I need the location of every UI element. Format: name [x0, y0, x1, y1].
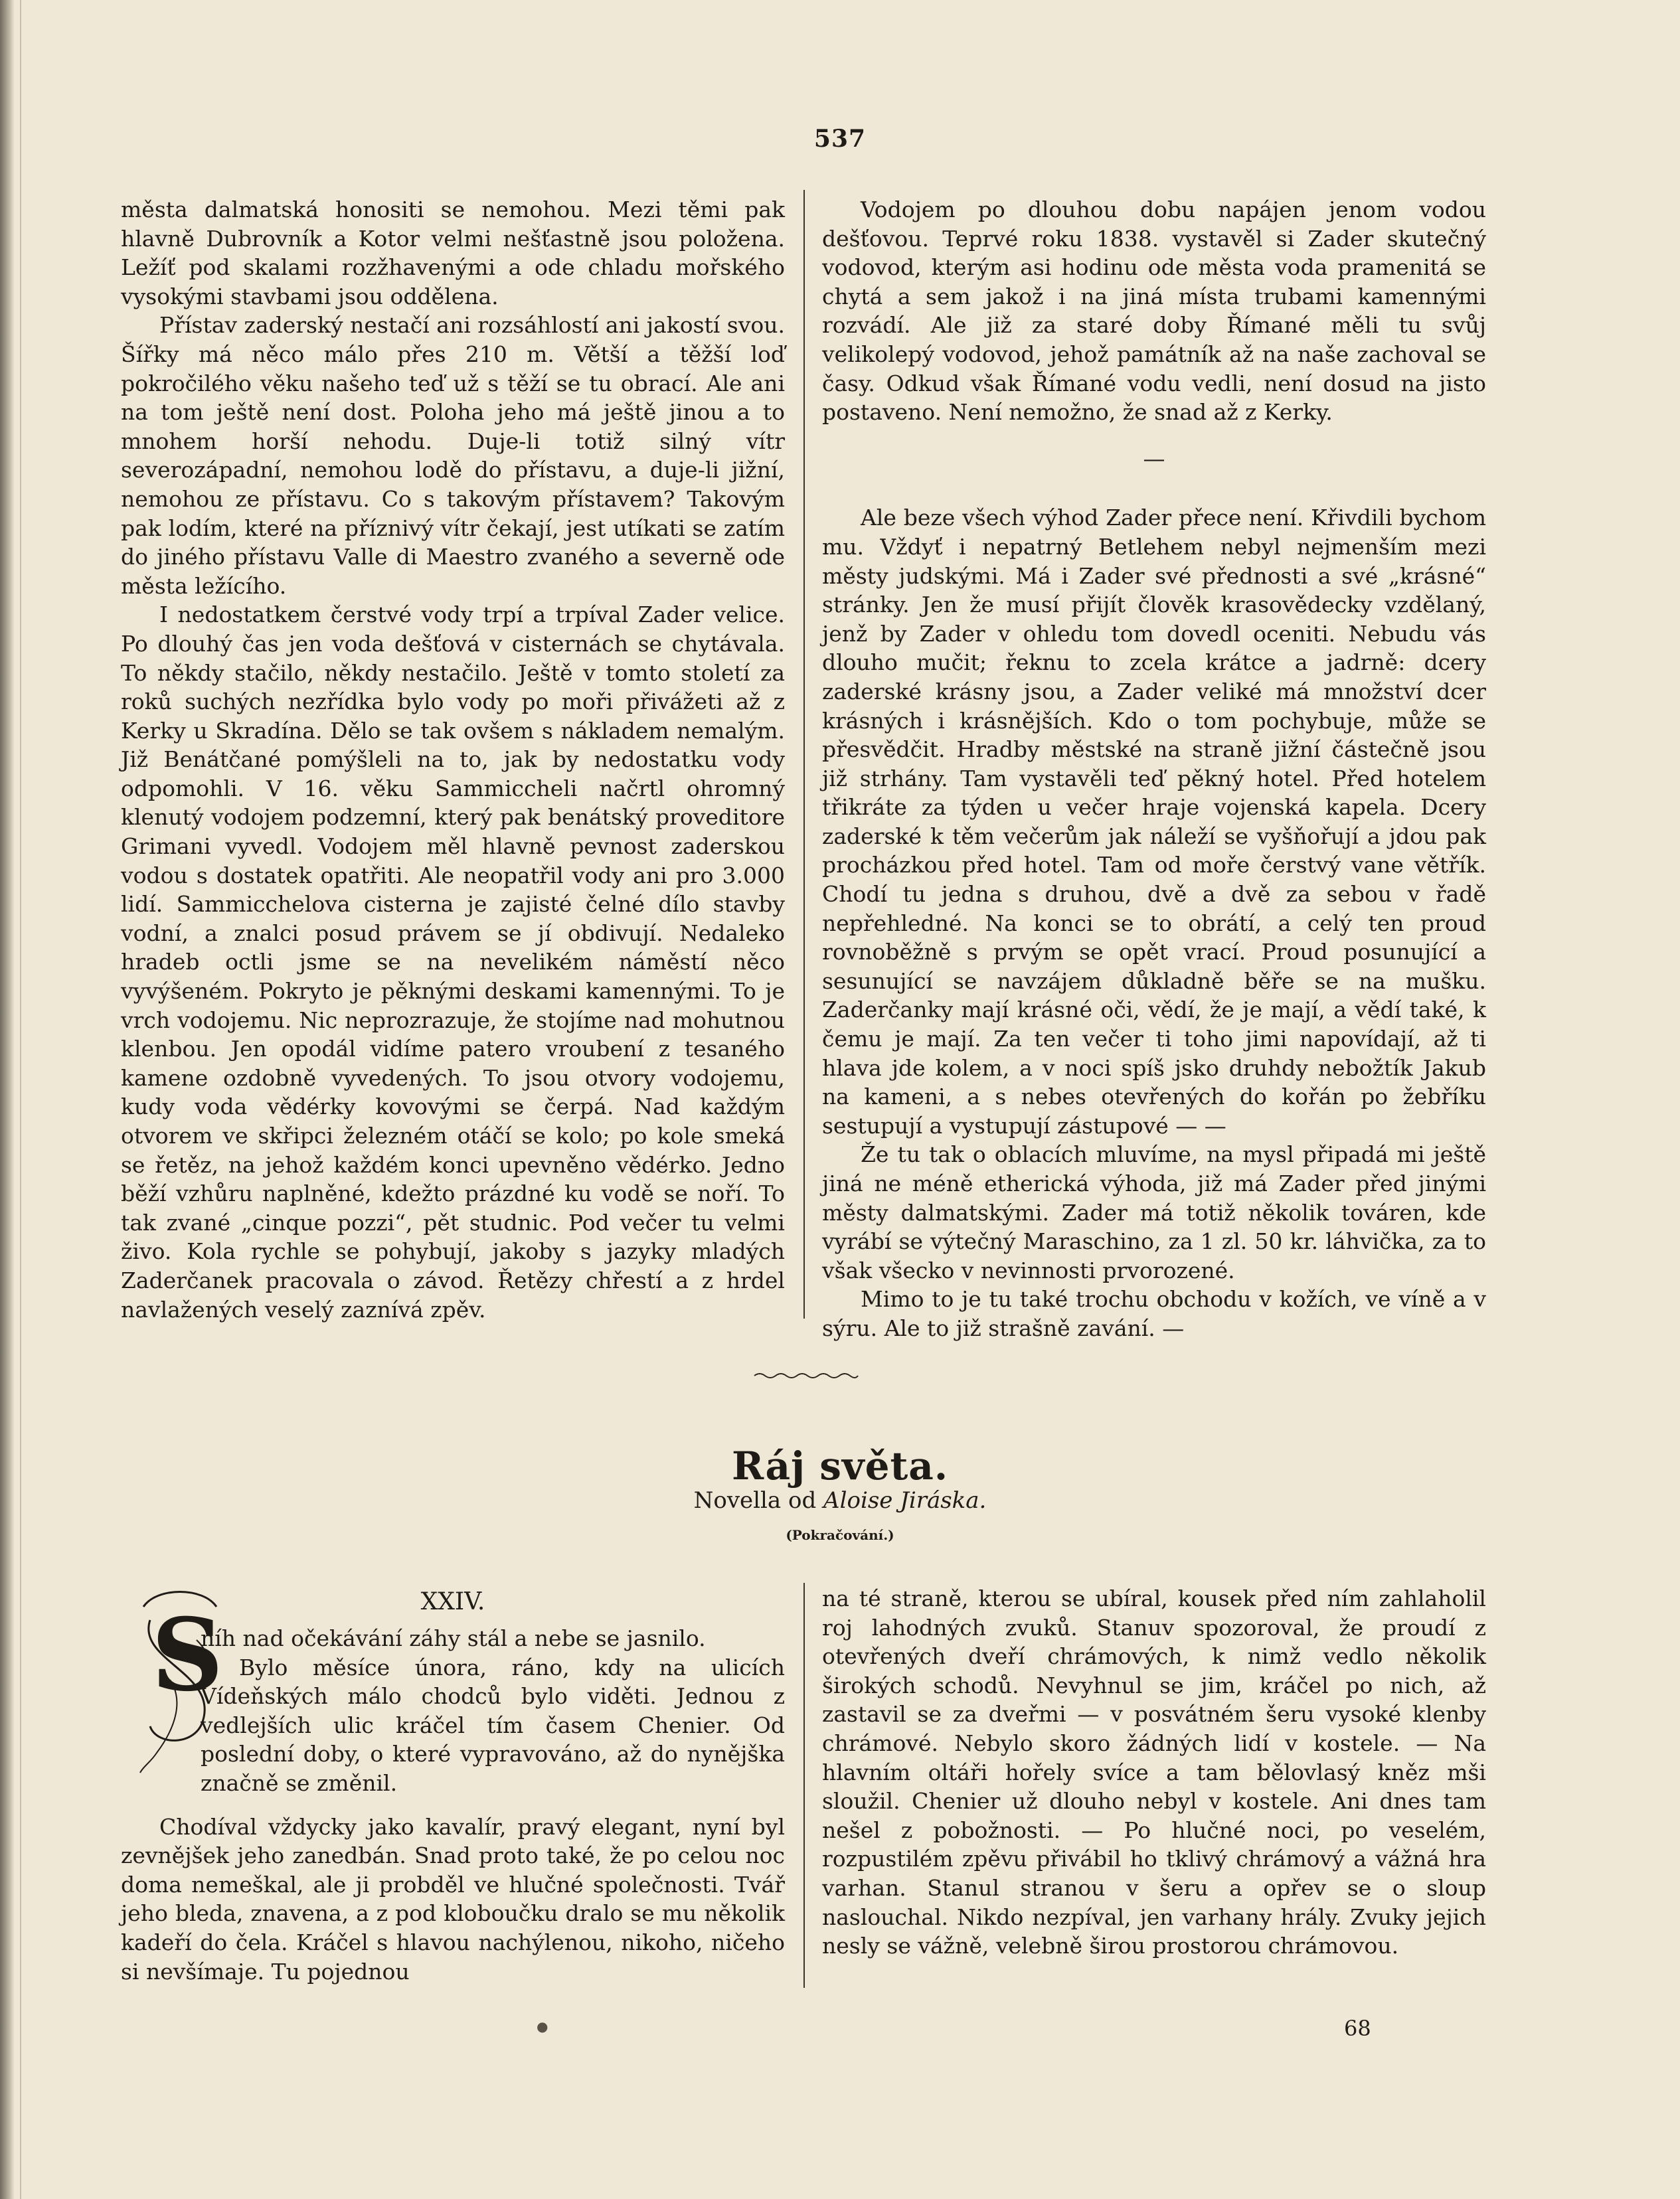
top-right-column: [822, 195, 1486, 1343]
paragraph: I nedostatkem čerstvé vody trpí a trpíval Zader velice. Po dlouhý čas jen voda dešťová v cisternách se chytávala. To někdy stačilo, někdy nestačilo. Ještě v tomto století za roků suchých nezřídka bylo vody po moři přivážeti až z Kerky u Skradína. Dělo se tak ovšem s nákladem nemalým. Již Benátčané pomýšleli na to, jak by nedostatku vody odpomohli. V 16. věku Sammiccheli načrtl ohromný klenutý vodojem podzemní, který pak benátský proveditore Grimani vyvedl. Vodojem měl hlavně pevnost zaderskou vodou s dostatek opatřiti. Ale neopatřil vody ani pro 3.000 lidí. Sammicchelova cisterna je zajisté čelné dílo stavby vodní, a znalci posud právem se jí obdivují. Nedaleko hradeb octli jsme se na nevelikém náměstí něco vyvýšeném. Pokryto je pěknými deskami kamennými. To je vrch vodojemu. Nic neprozrazuje, že stojíme nad mohutnou klenbou. Jen opodál vidíme patero vroubení z tesaného kamene ozdobně vyvedených. To jsou otvory vodojemu, kudy voda vědérky kovovými se čerpá. Nad každým otvorem ve skřipci železném otáčí se kolo; po kole smeká se řetěz, na jehož každém konci upevněno vědérko. Jedno běží vzhůru naplněné, kdežto prázdné ku vodě se noří. To tak zvané „cinque pozzi“, pět studnic. Pod večer tu velmi živo. Kola rychle se pohybují, jakoby s jazyky mladých Zaderčanek pracovala o závod. Řetězy chřestí a z hrdel navlažených veselý zaznívá zpěv.: [121, 602, 785, 1323]
paragraph: Vodojem po dlouhou dobu napájen jenom vodou dešťovou. Teprvé roku 1838. vystavěl si Zader skutečný vodovod, kterým asi hodinu ode města voda pramenitá se chytá a sem jakož i na jiná místa trubami kamennými rozvádí. Ale již za staré doby Římané měli tu svůj velikolepý vodovod, jehož památník až na naše zachoval se časy. Odkud však Římané vodu vedli, není dosud na jisto postaveno. Není nemožno, že snad až z Kerky.: [822, 197, 1486, 426]
sheet-number: 68: [1344, 2016, 1371, 2041]
chapter-heading: XXIV.: [420, 1588, 485, 1615]
paragraph: na té straně, kterou se ubíral, kousek před ním zahlaholil roj lahodných zvuků. Stanuv spozoroval, že proudí z otevřených dveří chrámových, k nimž vedlo několik širokých schodů. Nevyhnul se jim, kráčel po nich, až zastavil se za dveřmi — v posvátném šeru vysoké klenby chrámové. Nebylo skoro žádných lidí v kostele. — Na hlavním oltáři hořely svíce a tam bělovlasý kněz mši sloužil. Chenier už dlouho nebyl v kostele. Ani dnes tam nešel z pobožnosti. — Po hlučné noci, po veselém, rozpustilém zpěvu přivábil ho tklivý chrámový a vážná hra varhan. Stanul stranou v šeru a opřev se o sloup naslouchal. Nikdo nezpíval, jen varhany hrály. Zvuky jejich nesly se vážně, velebně širou prostorou chrámovou.: [822, 1586, 1486, 1959]
paragraph: Mimo to je tu také trochu obchodu v kožích, ve víně a v sýru. Ale to již strašně zavání. —: [822, 1286, 1486, 1341]
story-right-column: [822, 1584, 1486, 1961]
paragraph: města dalmatská honositi se nemohou. Mezi těmi pak hlavně Dubrovník a Kotor velmi nešťastně jsou položena. Ležíť pod skalami rozžhavenými a ode chladu mořského vysokými stavbami jsou oddělena.: [121, 197, 785, 309]
section-separator: —: [1143, 445, 1165, 471]
spine-line: [20, 0, 21, 2199]
paragraph: Že tu tak o oblacích mluvíme, na mysl připadá mi ještě jiná ne méně etherická výhoda, již má Zader před jinými městy dalmatskými. Zader má totiž několik továren, kde vyrábí se výtečný Maraschino, za 1 zl. 50 kr. láhvička, za to však všecko v nevinnosti prvorozené.: [822, 1141, 1486, 1283]
top-left-column: [121, 195, 785, 1324]
page-number: 537: [813, 125, 867, 153]
subtitle-prefix: Novella od: [693, 1487, 817, 1514]
story-subtitle: [0, 1487, 1680, 1514]
paragraph: Bylo měsíce února, ráno, kdy na ulicích Vídeňských málo chodců bylo viděti. Jednou z vedlejších ulic kráčel tím časem Chenier. Od poslední doby, o které vypravováno, až do nynějška značně se změnil.: [201, 1654, 785, 1796]
paragraph: Ale beze všech výhod Zader přece není. Křivdili bychom mu. Vždyť i nepatrný Betlehem nebyl nejmenším mezi městy judskými. Má i Zader své přednosti a své „krásné“ stránky. Jen že musí přijít člověk krasovědecky vzdělaný, jenž by Zader v ohledu tom dovedl oceniti. Nebudu vás dlouho mučit; řeknu to zcela krátce a jadrně: dcery zaderské krásny jsou, a Zader veliké má množství dcer krásných i krásnějších. Kdo o tom pochybuje, může se přesvědčit. Hradby městské na straně jižní částečně jsou již strhány. Tam vystavěli teď pěkný hotel. Před hotelem třikráte za týden u večer hraje vojenská kapela. Dcery zaderské k těm večerům jak náleží se vyšňořují a jdou pak procházkou před hotel. Tam od moře čerstvý vane větřík. Chodí tu jedna s druhou, dvě a dvě za sebou v řadě nepřehledné. Na konci se to obrátí, a celý ten proud rovnoběžně s prvým se opět vrací. Proud posunující a sesunující se navzájem důkladně běře se na mušku. Zaderčanky mají krásné oči, vědí, že je mají, a vědí také, k čemu je mají. Za ten večer ti toho jimi napovídají, až ti hlava jde kolem, a v noci spíš jsko druhdy nebožtík Jakub na kameni, a s nebes otevřených do kořán po žebříku sestupují a vystupují zástupové — —: [822, 505, 1486, 1139]
story-title: Ráj světa.: [731, 1443, 949, 1489]
print-mark: ●: [537, 2018, 548, 2034]
paragraph: Přístav zaderský nestačí ani rozsáhlostí ani jakostí svou. Šířky má něco málo přes 210 m. Větší a těžší loď pokročilého věku našeho teď už s těží se tu obrací. Ale ani na tom ještě není dost. Poloha jeho má ještě jinou a to mnohem horší nehodu. Duje-li totiž silný vítr severozápadní, nemohou lodě do přístavu, a duje-li jižní, nemohou ze přístavu. Co s takovým přístavem? Takovým pak lodím, které na příznivý vítr čekají, jest utíkati se zatím do jiného přístavu Valle di Maestro zvaného a severně ode města ležícího.: [121, 312, 785, 599]
initial-letter: S: [151, 1597, 224, 1714]
column-divider: [803, 190, 805, 1319]
column-divider: [803, 1583, 805, 1988]
story-left-column: [121, 1624, 785, 1986]
paragraph: níh nad očekávání záhy stál a nebe se jasnilo.: [201, 1625, 706, 1651]
paragraph: Chodíval vždycky jako kavalír, pravý elegant, nyní byl zevnějšek jeho zanedbán. Snad proto také, že po celou noc doma nemeškal, ale ji probděl ve hlučné společnosti. Tvář jeho bleda, znavena, a z pod kloboučku dralo se mu několik kadeří do čela. Kráčel s hlavou nachýlenou, nikoho, ničeho si nevšímaje. Tu pojednou: [121, 1813, 785, 1985]
continuation-note: (Pokračování.): [786, 1527, 894, 1543]
wave-ornament-divider: [753, 1370, 859, 1381]
author-name: Aloise Jiráska.: [823, 1487, 987, 1514]
page-edge-shadow: [0, 0, 15, 2199]
